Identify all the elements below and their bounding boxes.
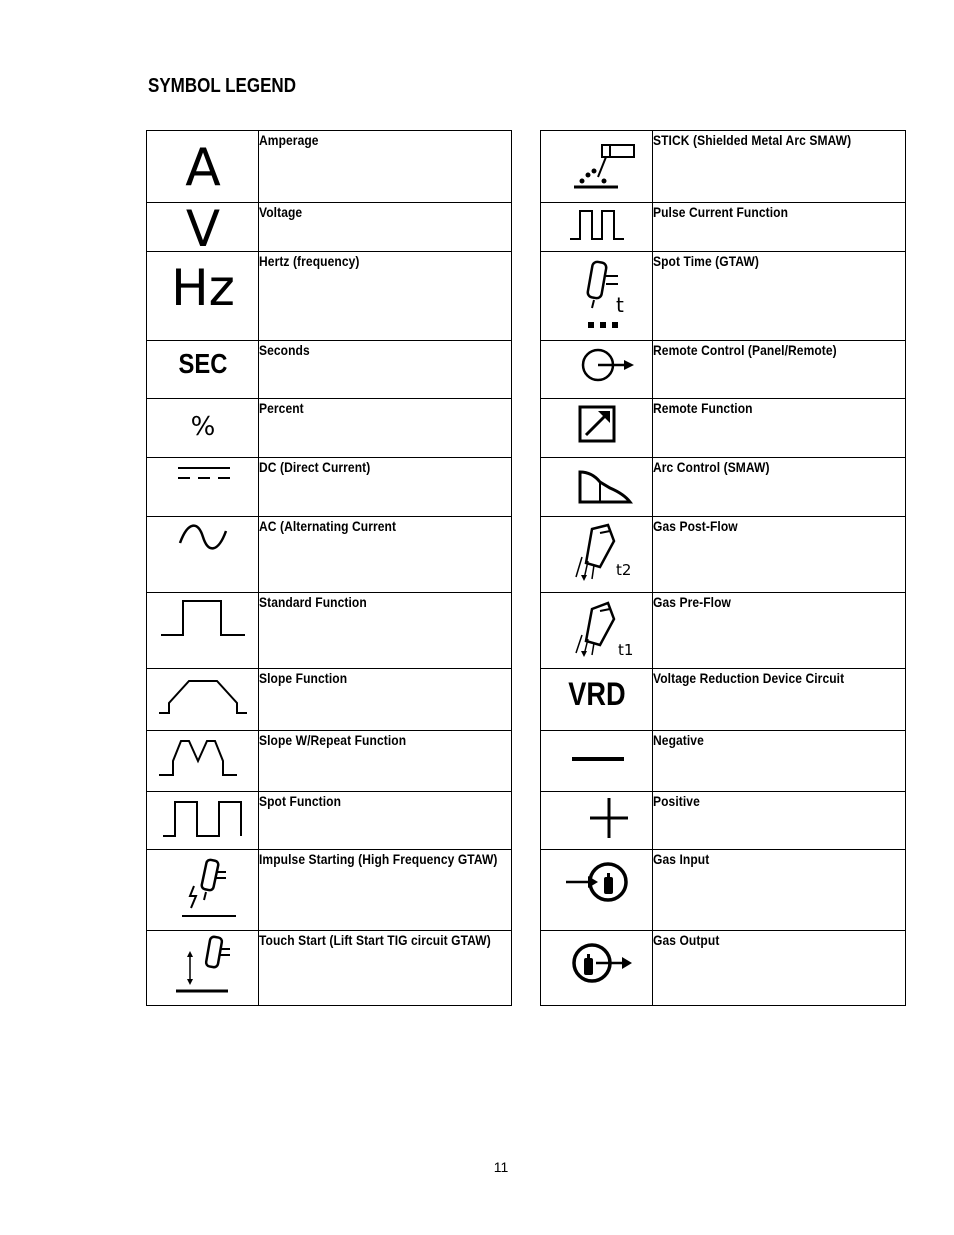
svg-text:V: V [185, 203, 220, 249]
symbol-label: Gas Output [653, 932, 720, 948]
table-row [147, 850, 512, 931]
standard-function-icon [153, 593, 253, 643]
table-row [541, 931, 906, 1006]
symbol-label: Spot Time (GTAW) [653, 253, 759, 269]
symbol-label: Remote Function [653, 400, 753, 416]
svg-text:A: A [184, 138, 221, 191]
symbol-label: Arc Control (SMAW) [653, 459, 770, 475]
ac-icon [158, 517, 248, 557]
table-row [147, 458, 512, 517]
symbol-label: Negative [653, 732, 704, 748]
symbol-label: Gas Pre-Flow [653, 594, 731, 610]
table-row [541, 731, 906, 792]
table-row [147, 252, 512, 341]
table-row [147, 341, 512, 399]
symbol-label: Standard Function [259, 594, 367, 610]
page-number: 11 [493, 1159, 509, 1175]
table-row [147, 517, 512, 593]
gas-input-icon [552, 850, 642, 910]
table-row [147, 399, 512, 458]
table-row [541, 792, 906, 850]
table-row [147, 792, 512, 850]
symbol-label: Touch Start (Lift Start TIG circuit GTAW) [259, 932, 491, 948]
svg-text:%: % [190, 412, 215, 439]
symbol-label: Amperage [259, 132, 319, 148]
table-row [147, 669, 512, 731]
seconds-icon [158, 341, 248, 381]
table-row [147, 203, 512, 252]
table-row [147, 731, 512, 792]
page-title: SYMBOL LEGEND [148, 75, 296, 97]
pulse-current-icon [552, 203, 642, 243]
table-row [541, 850, 906, 931]
symbol-label: Spot Function [259, 793, 342, 809]
symbol-label: DC (Direct Current) [259, 459, 371, 475]
slope-function-icon [153, 669, 253, 719]
symbol-label: Voltage Reduction Device Circuit [653, 670, 845, 686]
amperage-icon [158, 131, 248, 191]
vrd-icon [547, 669, 647, 713]
symbol-table-right [540, 130, 906, 1006]
symbol-label: Impulse Starting (High Frequency GTAW) [259, 851, 498, 867]
table-row [541, 203, 906, 252]
table-row [541, 252, 906, 341]
symbol-label: Seconds [259, 342, 310, 358]
symbol-label: Hertz (frequency) [259, 253, 360, 269]
spot-time-icon [552, 252, 642, 332]
symbol-label: Positive [653, 793, 700, 809]
svg-text:Hz: Hz [170, 259, 235, 312]
table-row [541, 131, 906, 203]
symbol-label: Gas Post-Flow [653, 518, 738, 534]
table-row [541, 399, 906, 458]
negative-icon [552, 731, 642, 771]
table-row [147, 593, 512, 669]
table-row [541, 517, 906, 593]
svg-text:t: t [615, 293, 624, 317]
dc-icon [158, 458, 248, 488]
stick-icon [552, 131, 642, 191]
table-row [541, 669, 906, 731]
impulse-starting-icon [158, 850, 248, 920]
touch-start-icon [158, 931, 248, 995]
arc-control-icon [552, 458, 642, 506]
hertz-icon [158, 252, 248, 312]
svg-text:SEC: SEC [178, 347, 227, 380]
svg-text:t1: t1 [617, 641, 633, 659]
table-row [147, 131, 512, 203]
table-row [541, 458, 906, 517]
symbol-label: Percent [259, 400, 304, 416]
symbol-label: Remote Control (Panel/Remote) [653, 342, 837, 358]
gas-post-flow-icon [552, 517, 642, 583]
positive-icon [552, 792, 642, 840]
gas-pre-flow-icon [552, 593, 642, 659]
remote-control-icon [552, 341, 642, 385]
table-row [541, 593, 906, 669]
symbol-label: Slope W/Repeat Function [259, 732, 407, 748]
svg-text:VRD: VRD [567, 676, 626, 713]
svg-text:t2: t2 [615, 561, 631, 579]
table-row [147, 931, 512, 1006]
symbol-label: Pulse Current Function [653, 204, 789, 220]
symbol-label: Gas Input [653, 851, 710, 867]
slope-repeat-icon [153, 731, 253, 781]
gas-output-icon [552, 931, 642, 991]
remote-function-icon [552, 399, 642, 447]
voltage-icon [158, 203, 248, 249]
spot-function-icon [153, 792, 253, 842]
symbol-label: STICK (Shielded Metal Arc SMAW) [653, 132, 852, 148]
symbol-label: Voltage [259, 204, 303, 220]
symbol-label: Slope Function [259, 670, 348, 686]
percent-icon [158, 399, 248, 439]
table-row [541, 341, 906, 399]
symbol-label: AC (Alternating Current [259, 518, 397, 534]
symbol-table-left [146, 130, 512, 1006]
